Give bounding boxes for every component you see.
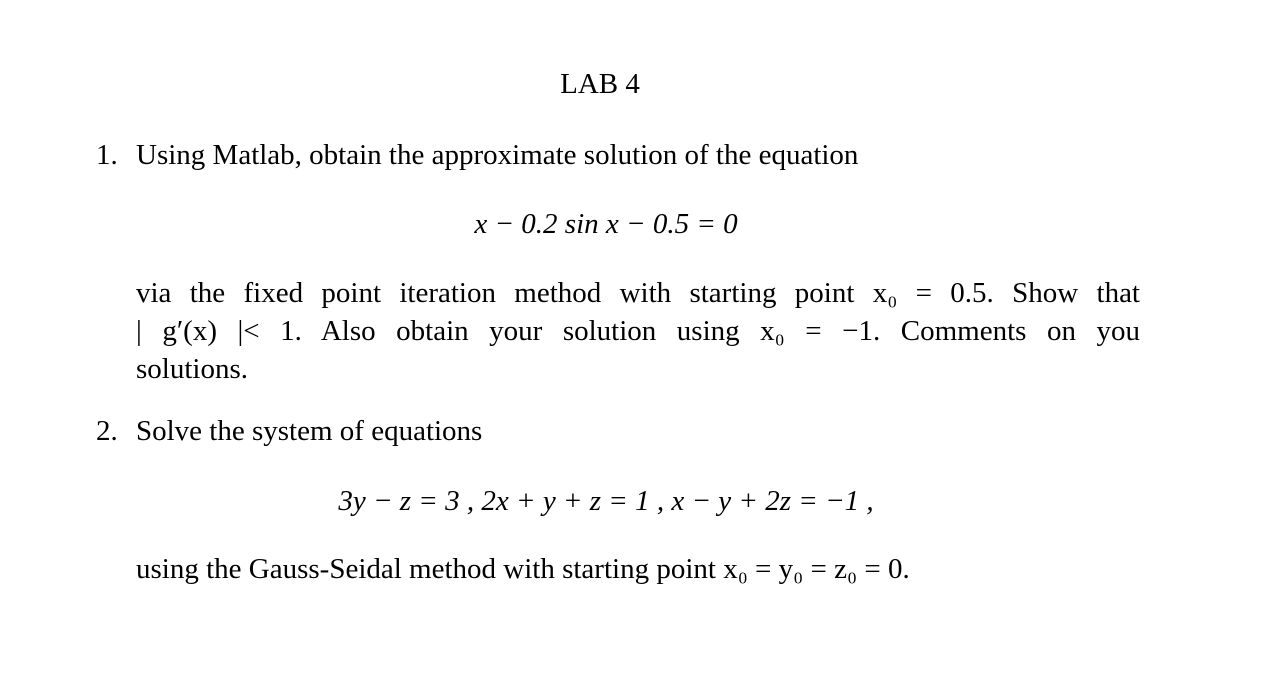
problem-1-number: 1. xyxy=(96,139,118,171)
problem-1-body-line-1: via the fixed point iteration method with starting point x₀ = 0.5. Show that xyxy=(136,277,1140,309)
problem-1-equation: x − 0.2 sin x − 0.5 = 0 xyxy=(474,208,738,240)
problem-2-intro: Solve the system of equations xyxy=(136,415,483,447)
problem-2-number: 2. xyxy=(96,415,118,447)
problem-2-equation: 3y − z = 3 , 2x + y + z = 1 , x − y + 2z = −1 , xyxy=(338,485,874,517)
page-title: LAB 4 xyxy=(560,68,640,100)
problem-2-body-line-1: using the Gauss-Seidal method with starting point x₀ = y₀ = z₀ = 0. xyxy=(136,553,910,585)
problem-1-body-line-2: | g′(x) |< 1. Also obtain your solution using x₀ = −1. Comments on you xyxy=(136,315,1140,347)
problem-1-body-line-3: solutions. xyxy=(136,353,248,385)
problem-1-intro: Using Matlab, obtain the approximate solution of the equation xyxy=(136,139,859,171)
